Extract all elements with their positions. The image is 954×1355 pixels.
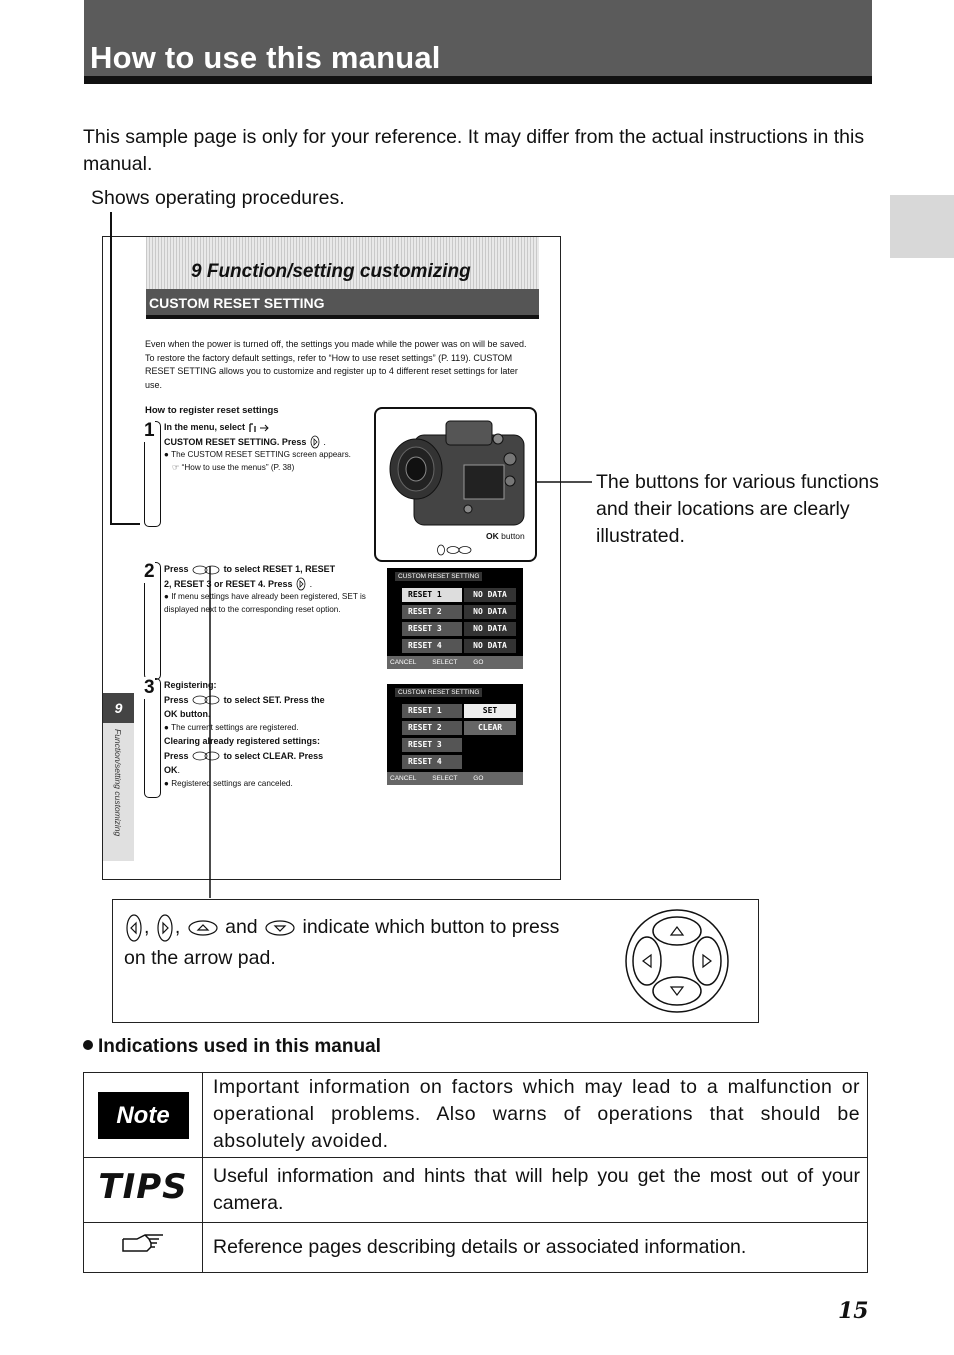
screen-1-cancel: CANCEL: [390, 659, 417, 666]
step-3-reg-press: Press: [164, 694, 189, 705]
screen-1-value-1: NO DATA: [464, 588, 516, 602]
step-3-reg-text: to select SET. Press the: [223, 694, 325, 705]
step-3: Registering: Press to select SET. Press the OK button. ● The current settings are registered. Clearing already registered settings: Press to select CLEAR. Press OK. ● Registered settings are canceled.: [164, 678, 369, 790]
screen-2-value-set: SET: [464, 704, 516, 718]
step-2-line1: to select RESET 1, RESET: [223, 564, 336, 574]
indications-heading-text: Indications used in this manual: [98, 1036, 381, 1057]
note-badge: Note: [98, 1092, 189, 1139]
ok-label: OK: [486, 531, 499, 541]
screen-1-value-4: NO DATA: [464, 639, 516, 653]
sample-howto-heading: How to register reset settings: [145, 405, 279, 416]
screen-2-row-3: RESET 3: [402, 738, 462, 752]
step-1-bullet: ● The CUSTOM RESET SETTING screen appears.: [164, 450, 351, 460]
screen-2-row-1: RESET 1: [402, 704, 462, 718]
step-1: In the menu, select CUSTOM RESET SETTING. Press . ● The CUSTOM RESET SETTING screen appears. ☞ “How to use the menus” (P. 38): [164, 420, 369, 474]
step-3-clr-label: Clearing already registered settings:: [164, 736, 321, 746]
note-description: Important information on factors which may lead to a malfunction or operational problems. Also warns of operations that should be absolutely avoided.: [203, 1073, 868, 1158]
arrow-pad-diagram-icon: [623, 907, 731, 1015]
screen-1-select: SELECT: [432, 659, 458, 666]
step-3-reg-bullet: ● The current settings are registered.: [164, 722, 299, 732]
step-2-bullet: ● If menu settings have already been registered, SET is displayed next to the corresponding reset option.: [164, 592, 366, 614]
screen-2-title: CUSTOM RESET SETTING: [395, 688, 482, 697]
reference-icon: ☞: [172, 462, 180, 472]
note-cell: [84, 1073, 203, 1158]
step-3-clr-text: to select CLEAR. Press: [223, 750, 324, 761]
step-3-clr-ok: OK: [164, 765, 178, 775]
sample-section-title: CUSTOM RESET SETTING: [149, 295, 325, 311]
step-1-number: 1: [144, 420, 155, 441]
callout-procedures: Shows operating procedures.: [91, 187, 345, 209]
indications-table: [83, 1072, 868, 1273]
page-title: How to use this manual: [90, 40, 441, 75]
screen-1-row-4: RESET 4: [402, 639, 462, 653]
screen-2-row-2: RESET 2: [402, 721, 462, 735]
step-2-line2: 2, RESET 3 or RESET 4. Press: [164, 578, 293, 589]
step-3-clr-bullet: ● Registered settings are canceled.: [164, 778, 293, 788]
step-1-line2: CUSTOM RESET SETTING. Press: [164, 436, 307, 447]
reference-description: Reference pages describing details or associated information.: [203, 1223, 868, 1273]
screen-1-row-3: RESET 3: [402, 622, 462, 636]
sample-chapter-number: 9: [103, 693, 134, 723]
step-3-reg-label: Registering:: [164, 680, 217, 690]
screen-2-go: GO: [473, 775, 484, 782]
and-word: and: [225, 916, 258, 938]
indications-heading: [83, 1036, 381, 1058]
table-row: [84, 1223, 868, 1273]
arrow-down-icon: [264, 919, 296, 937]
sep-2: ,: [174, 916, 181, 938]
table-row: [84, 1073, 868, 1158]
arrow-pad-line2: on the arrow pad.: [124, 946, 276, 969]
screen-1-value-3: NO DATA: [464, 622, 516, 636]
sep-1: ,: [144, 916, 150, 938]
arrow-left-icon: [125, 913, 143, 943]
arrow-right-icon: [156, 913, 174, 943]
step-2-number: 2: [144, 561, 155, 582]
callout-buttons: The buttons for various functions and their locations are clearly illustrated.: [596, 471, 879, 547]
page-number: 15: [838, 1298, 869, 1324]
screen-2-cancel: CANCEL: [390, 775, 417, 782]
tips-description: Useful information and hints that will help you get the most out of your camera.: [203, 1158, 868, 1223]
bullet-icon: [83, 1040, 93, 1050]
step-3-clr-press: Press: [164, 750, 189, 761]
step-2-press: Press: [164, 564, 189, 574]
arrow-pad-box: [112, 899, 759, 1023]
reference-cell: [84, 1223, 203, 1273]
button-label: button: [501, 531, 525, 541]
screen-1-title: CUSTOM RESET SETTING: [395, 572, 482, 581]
reference-icon: [119, 1231, 167, 1257]
screen-1-row-1: RESET 1: [402, 588, 462, 602]
step-3-reg-button: button.: [180, 709, 211, 719]
sample-chapter-tab-text: Function/setting customizing: [113, 729, 123, 837]
arrow-pad-line1: indicate which button to press: [302, 916, 560, 938]
tips-cell: [84, 1158, 203, 1223]
screen-1-row-2: RESET 2: [402, 605, 462, 619]
arrow-up-icon: [187, 919, 219, 937]
step-1-line1: In the menu, select: [164, 422, 246, 432]
table-row: [84, 1158, 868, 1223]
step-3-reg-ok: OK: [164, 709, 178, 719]
step-3-number: 3: [144, 677, 155, 698]
intro-text: This sample page is only for your reference. It may differ from the actual instructions in this manual.: [83, 126, 865, 175]
screen-2-row-4: RESET 4: [402, 755, 462, 769]
screen-1-value-2: NO DATA: [464, 605, 516, 619]
screen-2-select: SELECT: [432, 775, 458, 782]
screen-2-value-clear: CLEAR: [464, 721, 516, 735]
sample-chapter-title: 9 Function/setting customizing: [191, 261, 471, 282]
step-1-ref: “How to use the menus” (P. 38): [181, 462, 295, 472]
arrow-pad-text: [124, 912, 614, 973]
screen-1-go: GO: [473, 659, 484, 666]
sample-body: Even when the power is turned off, the settings you made while the power was on will be saved. To restore the factory default settings, refer to “How to use reset settings” (P. 119). CUSTOM RESET SETTING allows you to customize and register up to 4 different reset settings for later use.: [145, 339, 527, 390]
tips-badge: TIPS: [98, 1167, 188, 1207]
step-2: Press to select RESET 1, RESET 2, RESET 3 or RESET 4. Press . ● If menu settings have already been registered, SET is displayed next to the corresponding reset option.: [164, 562, 369, 616]
